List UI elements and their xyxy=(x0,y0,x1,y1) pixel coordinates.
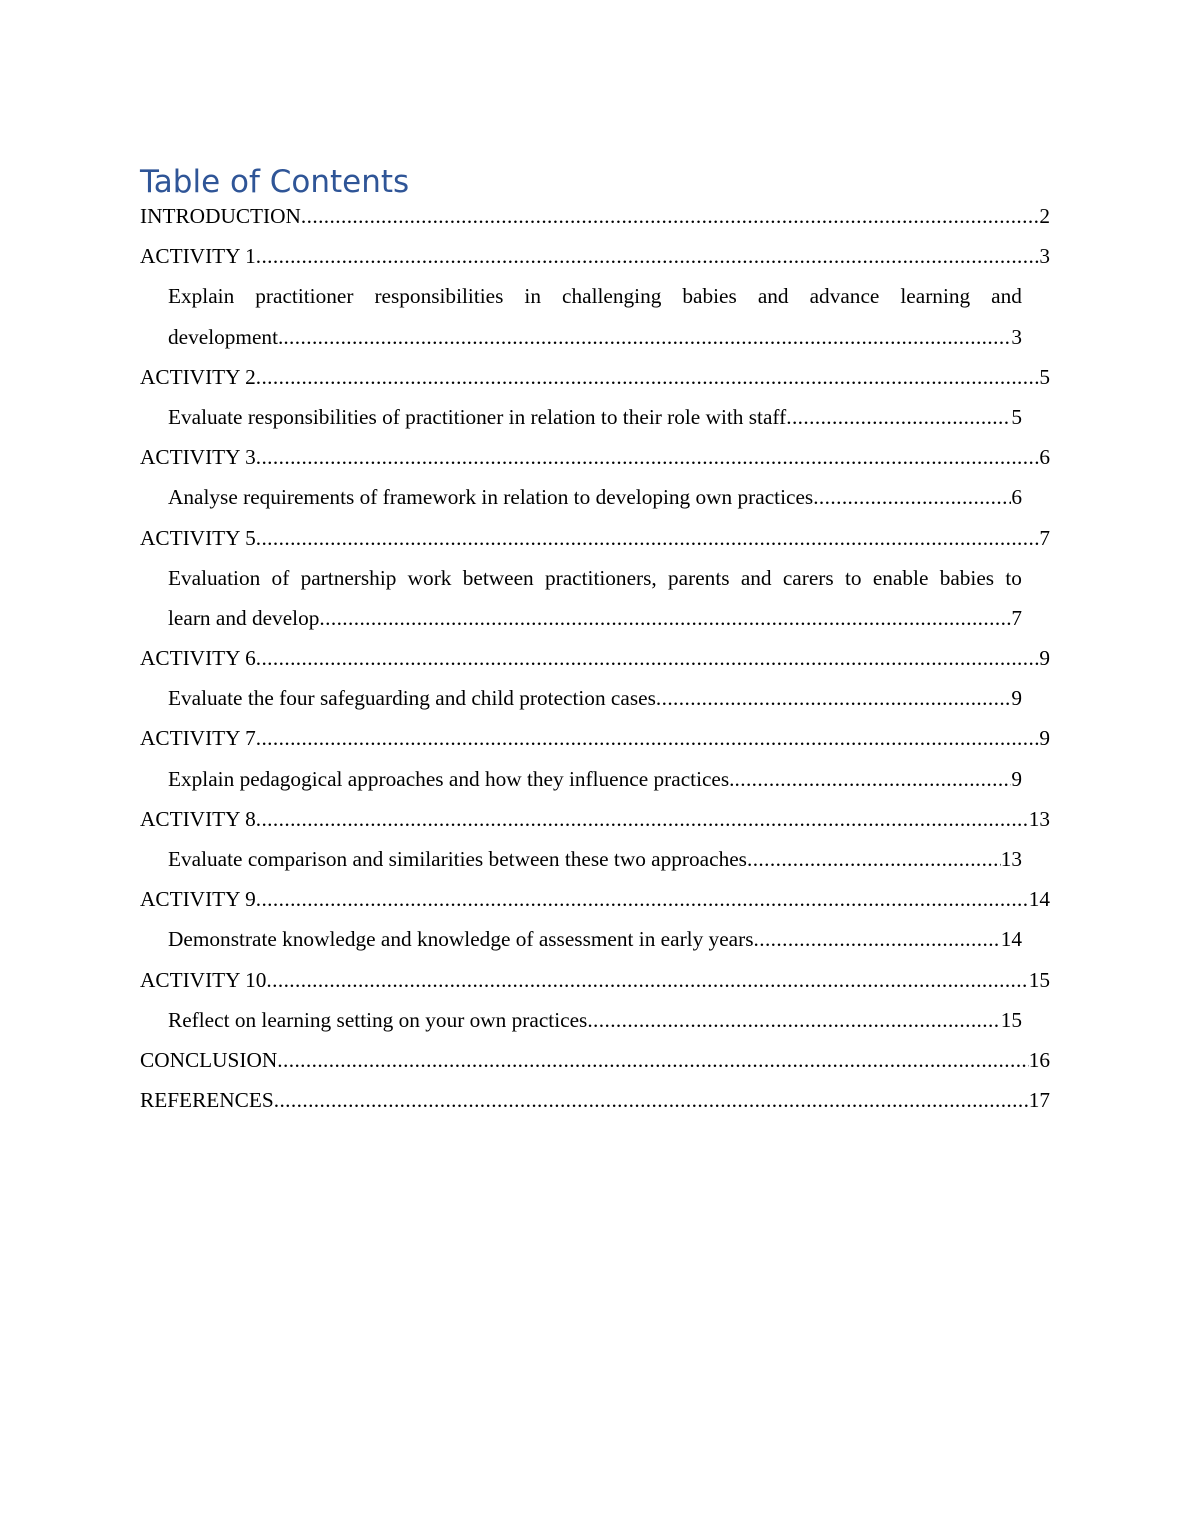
toc-entry-word: parents xyxy=(668,565,730,590)
toc-entry-text: ACTIVITY 1 xyxy=(140,244,256,269)
toc-dot-leader xyxy=(256,879,1029,919)
toc-subentry[interactable] xyxy=(140,477,1050,517)
toc-dot-leader xyxy=(747,839,1001,879)
toc-page-number: 6 xyxy=(1039,445,1050,470)
toc-dot-leader xyxy=(735,759,1012,799)
toc-page-number: 5 xyxy=(1039,364,1050,389)
toc-entry-text: Evaluate responsibilities of practitioner in relation to their role with staff xyxy=(168,404,787,429)
toc-page-number: 9 xyxy=(1011,686,1022,711)
toc-entry-word: between xyxy=(462,565,534,590)
toc-entry-word: challenging xyxy=(562,284,662,309)
toc-entry[interactable] xyxy=(140,518,1050,558)
toc-dot-leader xyxy=(754,919,1001,959)
toc-page-number: 15 xyxy=(1028,967,1050,992)
toc-entry-text: learn and develop xyxy=(168,605,320,630)
toc-dot-leader xyxy=(256,718,1040,758)
toc-entry-word: enable xyxy=(872,565,929,590)
toc-page-number: 9 xyxy=(1011,766,1022,791)
toc-dot-leader xyxy=(656,678,1011,718)
toc-entry-text: ACTIVITY 8 xyxy=(140,806,256,831)
toc-page-number: 16 xyxy=(1028,1047,1050,1072)
toc-dot-leader xyxy=(256,799,1029,839)
toc-entry[interactable] xyxy=(140,799,1050,839)
toc-dot-leader xyxy=(786,397,1011,437)
toc-entry[interactable] xyxy=(140,437,1050,477)
toc-entry-word: babies xyxy=(939,565,995,590)
toc-page-number: 17 xyxy=(1028,1088,1050,1113)
toc-entry-word: work xyxy=(407,565,452,590)
toc-entry-word: responsibilities xyxy=(374,284,504,309)
toc-entry-first-line xyxy=(168,558,1022,598)
toc-entry-word: and xyxy=(740,565,772,590)
document-page xyxy=(140,0,1050,1540)
toc-entry-text: Explain pedagogical approaches and how they influence practices. xyxy=(168,766,735,791)
toc-dot-leader xyxy=(587,1000,1000,1040)
toc-entry-word: and xyxy=(757,284,789,309)
toc-page-number: 13 xyxy=(1028,806,1050,831)
toc-page-number: 3 xyxy=(1039,244,1050,269)
toc-entry-text: ACTIVITY 7 xyxy=(140,726,256,751)
toc-entry-text: REFERENCES xyxy=(140,1088,274,1113)
toc-entry-word: practitioners, xyxy=(544,565,657,590)
toc-entry-text: Demonstrate knowledge and knowledge of assessment in early years xyxy=(168,927,754,952)
toc-subentry[interactable] xyxy=(140,678,1050,718)
toc-page-number: 6 xyxy=(1011,485,1022,510)
toc-entry[interactable] xyxy=(140,718,1050,758)
toc-entry-text: Evaluate the four safeguarding and child protection cases xyxy=(168,686,656,711)
toc-page-number: 9 xyxy=(1039,726,1050,751)
toc-list xyxy=(140,196,1050,1120)
toc-page-number: 9 xyxy=(1039,646,1050,671)
toc-dot-leader xyxy=(319,598,1011,638)
toc-page-number: 7 xyxy=(1011,605,1022,630)
toc-entry[interactable] xyxy=(140,236,1050,276)
toc-entry-text: ACTIVITY 5 xyxy=(140,525,256,550)
toc-page-number: 13 xyxy=(1000,847,1022,872)
toc-page-number: 3 xyxy=(1011,324,1022,349)
toc-subentry[interactable] xyxy=(140,558,1050,638)
toc-entry-word: in xyxy=(524,284,541,309)
toc-dot-leader xyxy=(277,1040,1028,1080)
toc-entry-text: CONCLUSION xyxy=(140,1047,278,1072)
toc-dot-leader xyxy=(301,196,1039,236)
toc-entry[interactable] xyxy=(140,638,1050,678)
toc-entry-first-line xyxy=(168,276,1022,316)
toc-title: Table of Contents xyxy=(140,164,410,200)
toc-dot-leader xyxy=(283,317,1011,357)
toc-entry-word: Evaluation xyxy=(168,565,261,590)
toc-entry-text: ACTIVITY 10 xyxy=(140,967,267,992)
toc-page-number: 2 xyxy=(1039,204,1050,228)
toc-entry[interactable] xyxy=(140,357,1050,397)
toc-entry-word: to xyxy=(844,565,862,590)
toc-subentry[interactable] xyxy=(140,1000,1050,1040)
toc-page-number: 15 xyxy=(1000,1007,1022,1032)
toc-entry-word: advance xyxy=(809,284,880,309)
toc-entry-word: babies xyxy=(682,284,737,309)
toc-entry-word: learning xyxy=(900,284,971,309)
toc-entry-text: Analyse requirements of framework in relation to developing own practices xyxy=(168,485,814,510)
toc-dot-leader xyxy=(274,1080,1029,1120)
toc-dot-leader xyxy=(256,518,1040,558)
toc-entry-word: and xyxy=(991,284,1022,309)
toc-subentry[interactable] xyxy=(140,919,1050,959)
toc-entry[interactable] xyxy=(140,960,1050,1000)
toc-entry-text: development. xyxy=(168,324,284,349)
toc-entry-word: to xyxy=(1005,565,1022,590)
toc-entry-word: of xyxy=(271,565,290,590)
toc-entry[interactable] xyxy=(140,196,1050,236)
toc-entry[interactable] xyxy=(140,879,1050,919)
toc-subentry[interactable] xyxy=(140,276,1050,356)
toc-entry-word: practitioner xyxy=(255,284,354,309)
toc-entry-text: ACTIVITY 3 xyxy=(140,445,256,470)
toc-dot-leader xyxy=(256,357,1040,397)
toc-entry-word: partnership xyxy=(300,565,397,590)
toc-subentry[interactable] xyxy=(140,759,1050,799)
toc-entry-text: INTRODUCTION xyxy=(140,204,301,228)
toc-page-number: 14 xyxy=(1000,927,1022,952)
toc-entry-text: ACTIVITY 6 xyxy=(140,646,256,671)
toc-dot-leader xyxy=(813,477,1011,517)
toc-entry[interactable] xyxy=(140,1080,1050,1120)
toc-entry-word: carers xyxy=(782,565,834,590)
toc-entry-text: ACTIVITY 2 xyxy=(140,364,256,389)
toc-entry-text: Reflect on learning setting on your own practices xyxy=(168,1007,588,1032)
toc-subentry[interactable] xyxy=(140,397,1050,437)
toc-entry-text: ACTIVITY 9 xyxy=(140,887,256,912)
toc-page-number: 5 xyxy=(1011,404,1022,429)
toc-dot-leader xyxy=(266,960,1028,1000)
toc-page-number: 7 xyxy=(1039,525,1050,550)
toc-entry[interactable] xyxy=(140,1040,1050,1080)
toc-dot-leader xyxy=(256,638,1040,678)
toc-dot-leader xyxy=(256,236,1040,276)
toc-subentry[interactable] xyxy=(140,839,1050,879)
toc-dot-leader xyxy=(256,437,1040,477)
toc-entry-text: Evaluate comparison and similarities between these two approaches xyxy=(168,847,747,872)
toc-page-number: 14 xyxy=(1028,887,1050,912)
toc-entry-word: Explain xyxy=(168,284,235,309)
